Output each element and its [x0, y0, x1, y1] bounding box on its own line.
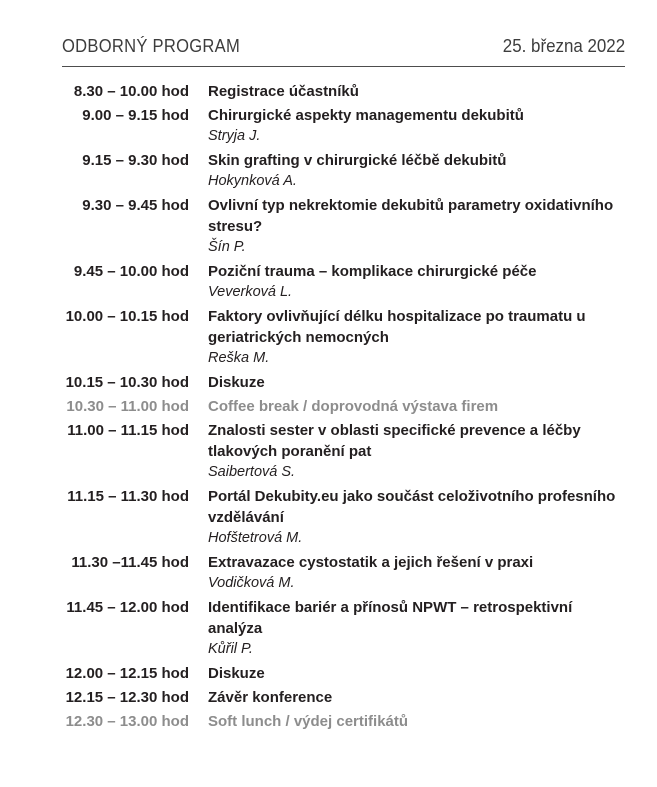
- entry-title: Chirurgické aspekty managementu dekubitů: [208, 107, 524, 124]
- entry-time: 11.45 – 12.00 hod: [66, 599, 189, 616]
- schedule-entry: [62, 306, 625, 369]
- schedule-entry: [62, 486, 625, 549]
- entry-time: 10.30 – 11.00 hod: [66, 398, 189, 415]
- entry-speaker: Kůřil P.: [208, 641, 253, 657]
- schedule-entry: [62, 81, 625, 102]
- entry-content: [208, 306, 625, 369]
- schedule-entry: [62, 150, 625, 192]
- entry-title: Diskuze: [208, 374, 265, 391]
- header-divider: [62, 66, 625, 67]
- entry-speaker: Saibertová S.: [208, 464, 296, 480]
- entry-title: Poziční trauma – komplikace chirurgické péče: [208, 263, 537, 280]
- entry-time: 11.30 –11.45 hod: [71, 554, 189, 571]
- schedule-entry: [62, 687, 625, 708]
- schedule-entry: [62, 261, 625, 303]
- entry-time: 9.15 – 9.30 hod: [82, 152, 189, 169]
- entry-title: Faktory ovlivňující délku hospitalizace po traumatu u geriatrických nemocných: [208, 308, 586, 346]
- entry-time: 11.15 – 11.30 hod: [67, 488, 189, 505]
- schedule-entry: [62, 105, 625, 147]
- schedule-entry: [62, 552, 625, 594]
- entry-content: [208, 420, 625, 483]
- entry-speaker: Hokynková A.: [208, 173, 297, 189]
- entry-speaker: Reška M.: [208, 350, 270, 366]
- entry-title: Závěr konference: [208, 689, 333, 706]
- page-title: ODBORNÝ PROGRAM: [62, 36, 241, 56]
- entry-content: [208, 552, 625, 594]
- entry-title: Coffee break / doprovodná výstava firem: [208, 398, 499, 415]
- entry-title: Registrace účastníků: [208, 83, 359, 100]
- entry-title: Diskuze: [208, 665, 265, 682]
- schedule-entry: [62, 663, 625, 684]
- page-date: 25. března 2022: [502, 36, 625, 56]
- entry-speaker: Hofštetrová M.: [208, 530, 303, 546]
- entry-title: Skin grafting v chirurgické léčbě dekubitů: [208, 152, 507, 169]
- schedule-entry: [62, 711, 625, 732]
- page-header: [62, 36, 625, 57]
- entry-time: 9.45 – 10.00 hod: [73, 263, 189, 280]
- schedule-entry: [62, 372, 625, 393]
- entry-content: [208, 597, 625, 660]
- entry-content: [208, 486, 625, 549]
- entry-time: 8.30 – 10.00 hod: [73, 83, 189, 100]
- entry-title: Znalosti sester v oblasti specifické prevence a léčby tlakových poranění pat: [208, 422, 581, 460]
- schedule-entry: [62, 195, 625, 258]
- schedule-entry: [62, 396, 625, 417]
- entry-title: Portál Dekubity.eu jako součást celoživotního profesního vzdělávání: [208, 488, 616, 526]
- entry-content: [208, 261, 625, 303]
- entry-content: [208, 663, 625, 684]
- entry-speaker: Veverková L.: [208, 284, 293, 300]
- entry-content: [208, 105, 625, 147]
- entry-time: 11.00 – 11.15 hod: [67, 422, 189, 439]
- entry-speaker: Šín P.: [208, 239, 246, 255]
- entry-title: Identifikace bariér a přínosů NPWT – retrospektivní analýza: [208, 599, 573, 637]
- entry-time: 9.00 – 9.15 hod: [82, 107, 189, 124]
- schedule-entry: [62, 420, 625, 483]
- entry-content: [208, 195, 625, 258]
- entry-time: 12.00 – 12.15 hod: [65, 665, 189, 682]
- schedule-entry: [62, 597, 625, 660]
- schedule-list: [62, 81, 625, 732]
- entry-speaker: Stryja J.: [208, 128, 261, 144]
- entry-content: [208, 711, 625, 732]
- entry-speaker: Vodičková M.: [208, 575, 295, 591]
- entry-content: [208, 150, 625, 192]
- entry-content: [208, 687, 625, 708]
- entry-title: Extravazace cystostatik a jejich řešení v praxi: [208, 554, 534, 571]
- entry-time: 12.30 – 13.00 hod: [65, 713, 189, 730]
- entry-content: [208, 81, 625, 102]
- entry-title: Ovlivní typ nekrektomie dekubitů parametry oxidativního stresu?: [208, 197, 614, 235]
- entry-time: 10.00 – 10.15 hod: [65, 308, 189, 325]
- entry-time: 10.15 – 10.30 hod: [65, 374, 189, 391]
- entry-content: [208, 372, 625, 393]
- entry-title: Soft lunch / výdej certifikátů: [208, 713, 409, 730]
- entry-time: 12.15 – 12.30 hod: [65, 689, 189, 706]
- entry-content: [208, 396, 625, 417]
- entry-time: 9.30 – 9.45 hod: [82, 197, 189, 214]
